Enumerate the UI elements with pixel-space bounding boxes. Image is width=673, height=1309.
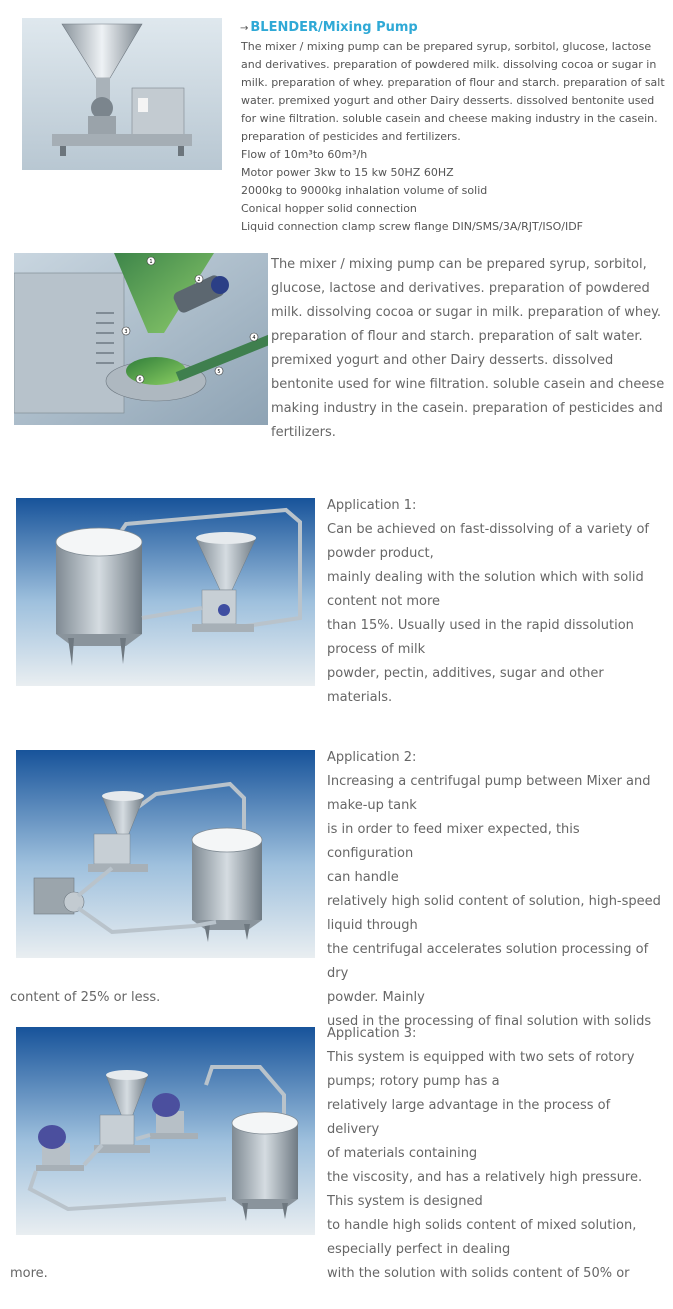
application-3-line: of materials containing: [327, 1146, 478, 1161]
callout-label: 6: [138, 377, 142, 383]
application-1-line: Can be achieved on fast-dissolving of a variety of: [327, 522, 649, 537]
application-2-text: [327, 746, 662, 1034]
mixing-pump-detail-photo: [14, 253, 268, 425]
spec-line: Liquid connection clamp screw flange DIN/SMS/3A/RJT/ISO/IDF: [241, 220, 584, 233]
application-3-line: the viscosity, and has a relatively high pressure.: [327, 1170, 643, 1185]
callout-label: 1: [149, 259, 153, 265]
application-2-line: make-up tank: [327, 798, 417, 813]
spec-line: 2000kg to 9000kg inhalation volume of solid: [241, 184, 488, 197]
application-3-diagram: [16, 1027, 315, 1235]
application-2-line: relatively high solid content of solution, high-speed: [327, 894, 661, 909]
callout-label: 3: [124, 329, 128, 335]
application-2-line: the centrifugal accelerates solution processing of dry: [327, 942, 649, 981]
application-1-heading: Application 1:: [327, 498, 417, 513]
small-arrow-icon: →: [240, 23, 249, 34]
application-3-line: This system is designed: [327, 1194, 483, 1209]
application-3-line: This system is equipped with two sets of rotory: [327, 1050, 635, 1065]
application-2-heading: Application 2:: [327, 750, 417, 765]
application-1-line: powder, pectin, additives, sugar and other: [327, 666, 604, 681]
application-1-line: process of milk: [327, 642, 426, 657]
callout-label: 2: [197, 277, 201, 283]
spec-line: Flow of 10m³to 60m³/h: [241, 148, 368, 161]
application-2-diagram: [16, 750, 315, 958]
application-3-line: with the solution with solids content of 50% or: [327, 1266, 630, 1281]
spec-line: Conical hopper solid connection: [241, 202, 417, 215]
application-3-line: pumps; rotory pump has a: [327, 1074, 500, 1089]
spec-line: Motor power 3kw to 15 kw 50HZ 60HZ: [241, 166, 454, 179]
product-intro: [241, 38, 669, 236]
product-title-text: BLENDER/Mixing Pump: [250, 20, 418, 35]
application-1-line: mainly dealing with the solution which with solid: [327, 570, 644, 585]
product-title: [240, 20, 418, 35]
mixing-pump-photo: [22, 18, 222, 170]
application-2-line: liquid through: [327, 918, 418, 933]
product-intro-paragraph: The mixer / mixing pump can be prepared syrup, sorbitol, glucose, lactose and derivatives. preparation of powdered milk. dissolving cocoa or sugar in milk. preparation of whey. preparation of flour and starch. preparation of salt water. premixed yogurt and other Dairy desserts. dissolved bentonite used for wine filtration. soluble casein and cheese making industry in the casein. preparation of pesticides and fertilizers.: [241, 40, 665, 143]
callout-label: 4: [252, 335, 256, 341]
application-1-line: than 15%. Usually used in the rapid dissolution: [327, 618, 634, 633]
application-1-line: powder product,: [327, 546, 434, 561]
application-3-line: especially perfect in dealing: [327, 1242, 511, 1257]
detail-description: The mixer / mixing pump can be prepared syrup, sorbitol, glucose, lactose and derivatives. preparation of powdered milk. dissolving cocoa or sugar in milk. preparation of whey. preparation of flour and starch. preparation of salt water. premixed yogurt and other Dairy desserts. dissolved bentonite used for wine filtration. soluble casein and cheese making industry in the casein. preparation of pesticides and fertilizers.: [271, 257, 665, 440]
application-1-text: [327, 494, 657, 710]
application-2-line: powder. Mainly: [327, 990, 425, 1005]
application-1-diagram: [16, 498, 315, 686]
callout-label: 5: [217, 369, 221, 375]
application-2-line: can handle: [327, 870, 399, 885]
application-1-line: content not more: [327, 594, 441, 609]
application-2-line: used in the processing of final solution with solids: [327, 1014, 652, 1029]
application-2-line: Increasing a centrifugal pump between Mixer and: [327, 774, 651, 789]
application-2-line: is in order to feed mixer expected, this configuration: [327, 822, 580, 861]
application-1-line: materials.: [327, 690, 393, 705]
application-3-text: [327, 1022, 662, 1286]
application-3-heading: Application 3:: [327, 1026, 417, 1041]
application-3-overflow-line: more.: [10, 1266, 48, 1281]
application-2-overflow-line: content of 25% or less.: [10, 990, 161, 1005]
application-3-line: relatively large advantage in the process of delivery: [327, 1098, 611, 1137]
application-3-line: to handle high solids content of mixed solution,: [327, 1218, 637, 1233]
